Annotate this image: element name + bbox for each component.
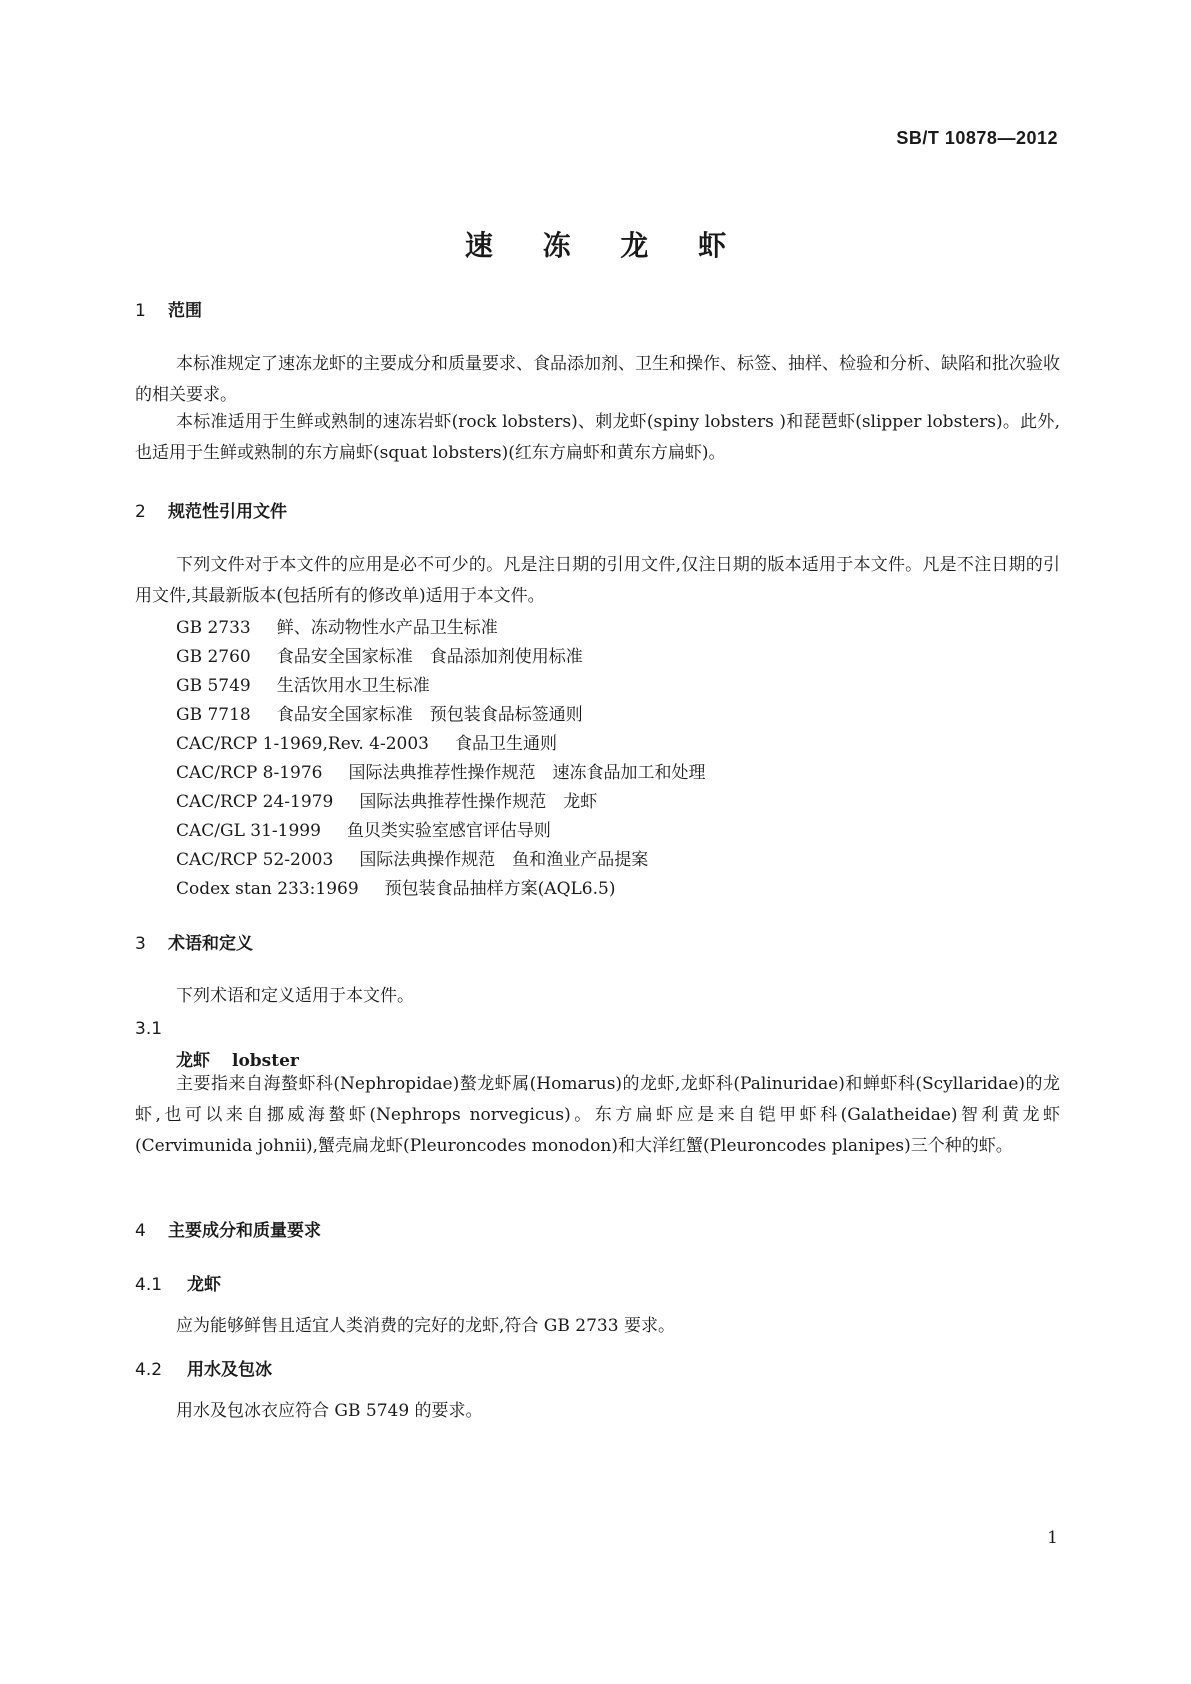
reference-title: 鱼贝类实验室感官评估导则 [346, 821, 551, 841]
reference-code: GB 7718 [176, 705, 251, 725]
term-heading [176, 1046, 299, 1071]
term-zh: 龙虾 [176, 1051, 210, 1071]
term-definition: 主要指来自海螯虾科(Nephropidae)螯龙虾属(Homarus)的龙虾,龙虾科(Palinuridae)和蝉虾科(Scyllaridae)的龙虾,也可以来自挪威海螯虾(Nephrops norvegicus)。东方扁虾应是来自铠甲虾科(Galatheidae)智利黄龙虾(Cervimunida johnii),蟹壳扁龙虾(Pleuroncodes monodon)和大洋红蟹(Pleuroncodes planipes)三个种的虾。 [135, 1074, 1060, 1156]
subsection-4-2-text: 用水及包冰衣应符合 GB 5749 的要求。 [176, 1401, 483, 1421]
subsection-4-2-heading [135, 1355, 272, 1380]
terms-intro: 下列术语和定义适用于本文件。 [176, 986, 414, 1006]
term-number: 3.1 [135, 1019, 163, 1039]
standard-code: SB/T 10878—2012 [896, 128, 1058, 148]
subsection-number: 4.1 [135, 1275, 163, 1295]
reference-item [176, 671, 430, 696]
reference-code: CAC/RCP 1-1969,Rev. 4-2003 [176, 734, 429, 754]
term-en: lobster [232, 1051, 299, 1071]
reference-item [176, 845, 648, 870]
subsection-title: 用水及包冰 [187, 1360, 272, 1380]
scope-paragraph-1: 本标准规定了速冻龙虾的主要成分和质量要求、食品添加剂、卫生和操作、标签、抽样、检验和分析、缺陷和批次验收的相关要求。 [135, 354, 1060, 405]
subsection-title: 龙虾 [187, 1275, 221, 1295]
section-2-heading [135, 497, 287, 522]
reference-code: CAC/RCP 8-1976 [176, 763, 323, 783]
subsection-number: 4.2 [135, 1360, 163, 1380]
reference-item [176, 700, 583, 725]
subsection-4-1-heading [135, 1270, 221, 1295]
reference-code: CAC/RCP 24-1979 [176, 792, 334, 812]
reference-item [176, 613, 498, 638]
reference-item [176, 816, 551, 841]
section-1-heading [135, 296, 202, 321]
reference-code: GB 5749 [176, 676, 251, 696]
section-title: 规范性引用文件 [168, 502, 287, 522]
page-number: 1 [1047, 1528, 1058, 1548]
reference-code: GB 2760 [176, 647, 251, 667]
scope-paragraph-2: 本标准适用于生鲜或熟制的速冻岩虾(rock lobsters)、刺龙虾(spiny lobsters )和琵琶虾(slipper lobsters)。此外,也适用于生鲜或熟制的东方扁虾(squat lobsters)(红东方扁虾和黄东方扁虾)。 [135, 412, 1060, 463]
reference-code: CAC/GL 31-1999 [176, 821, 321, 841]
reference-item [176, 729, 557, 754]
section-4-heading [135, 1216, 321, 1241]
reference-title: 食品安全国家标准 食品添加剂使用标准 [276, 647, 583, 667]
reference-title: 国际法典推荐性操作规范 速冻食品加工和处理 [348, 763, 706, 783]
reference-code: CAC/RCP 52-2003 [176, 850, 334, 870]
reference-title: 预包装食品抽样方案(AQL6.5) [384, 879, 616, 899]
document-title: 速 冻 龙 虾 [464, 229, 747, 262]
reference-item [176, 874, 615, 899]
section-number: 1 [135, 301, 146, 321]
reference-title: 国际法典操作规范 鱼和渔业产品提案 [359, 850, 649, 870]
reference-title: 国际法典推荐性操作规范 龙虾 [359, 792, 598, 812]
section-number: 3 [135, 934, 146, 954]
reference-title: 鲜、冻动物性水产品卫生标准 [276, 618, 498, 638]
reference-title: 食品卫生通则 [454, 734, 557, 754]
reference-item [176, 758, 706, 783]
reference-item [176, 787, 597, 812]
section-number: 2 [135, 502, 146, 522]
section-3-heading [135, 929, 253, 954]
reference-code: Codex stan 233:1969 [176, 879, 359, 899]
section-title: 术语和定义 [168, 934, 253, 954]
reference-title: 生活饮用水卫生标准 [276, 676, 430, 696]
references-intro: 下列文件对于本文件的应用是必不可少的。凡是注日期的引用文件,仅注日期的版本适用于本文件。凡是不注日期的引用文件,其最新版本(包括所有的修改单)适用于本文件。 [135, 555, 1060, 606]
reference-item [176, 642, 583, 667]
section-number: 4 [135, 1221, 146, 1241]
reference-code: GB 2733 [176, 618, 251, 638]
reference-title: 食品安全国家标准 预包装食品标签通则 [276, 705, 583, 725]
subsection-4-1-text: 应为能够鲜售且适宜人类消费的完好的龙虾,符合 GB 2733 要求。 [176, 1316, 675, 1336]
section-title: 范围 [168, 301, 202, 321]
section-title: 主要成分和质量要求 [168, 1221, 321, 1241]
